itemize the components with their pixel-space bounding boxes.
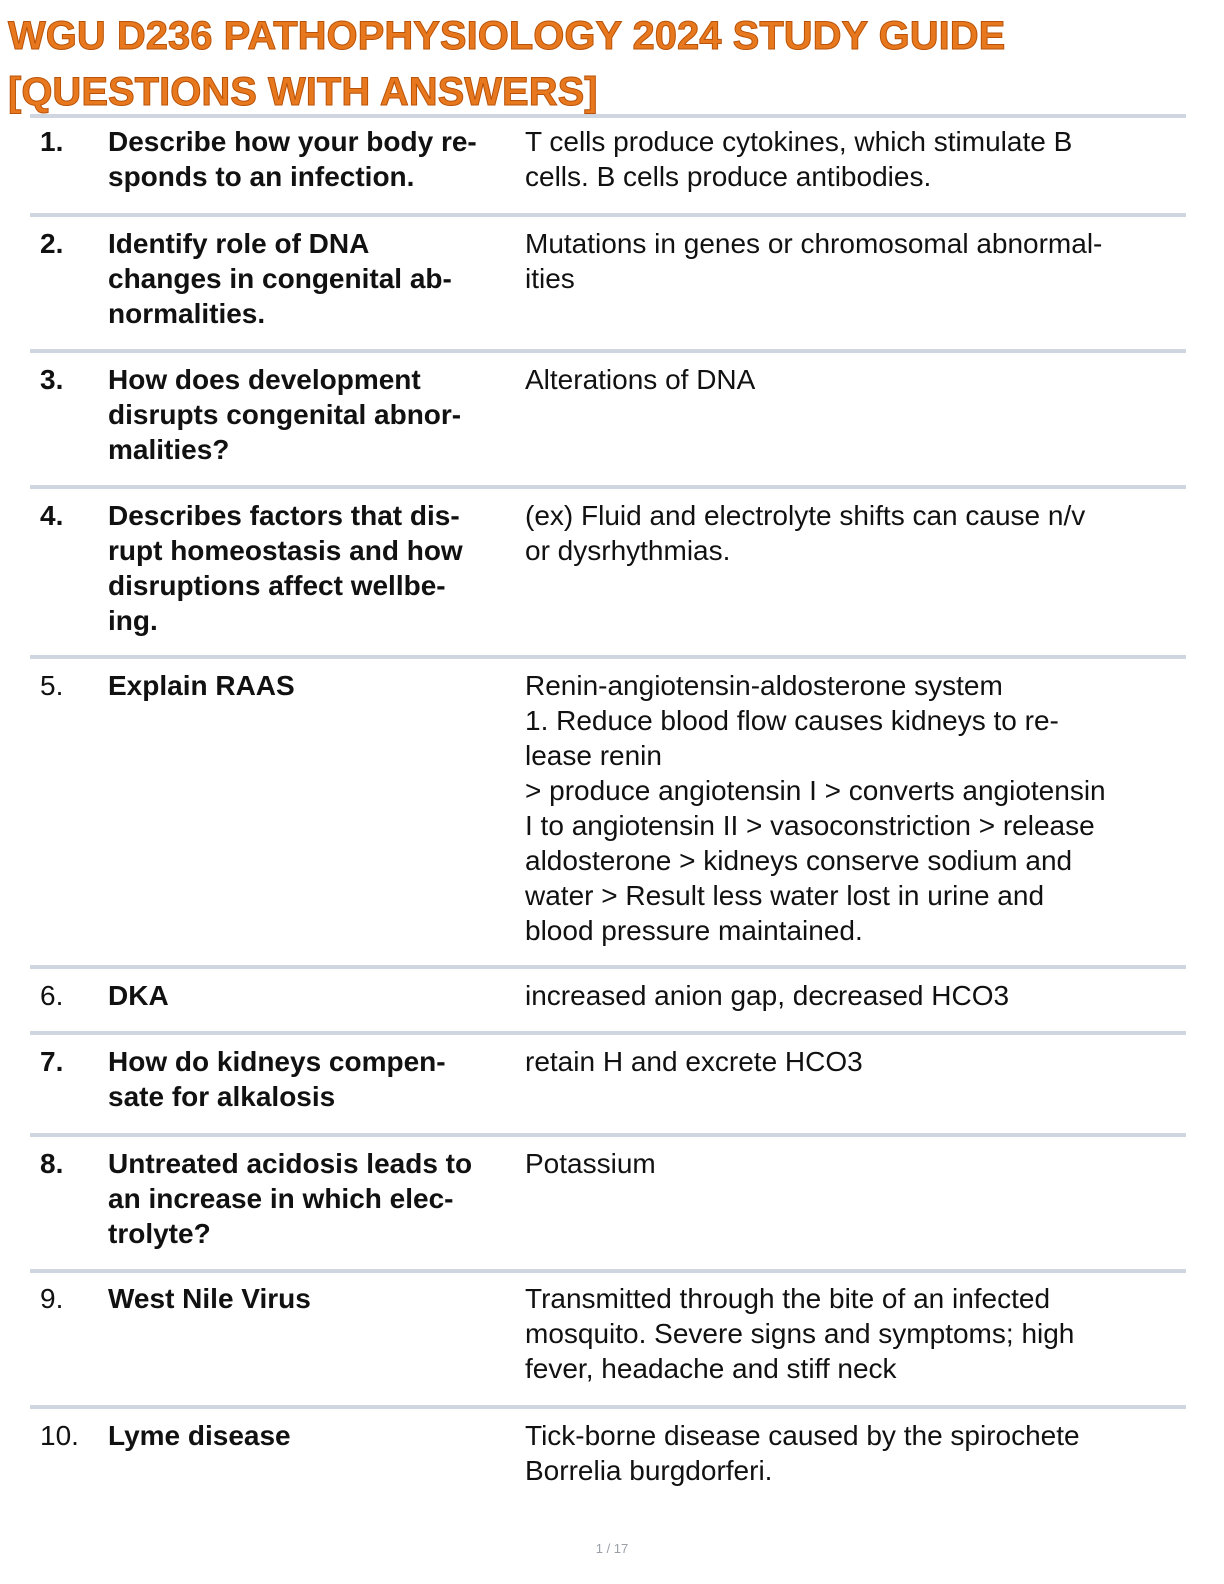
divider [30,1031,1186,1035]
divider [30,485,1186,489]
answer-text: Potassium [525,1148,656,1179]
divider [30,1133,1186,1137]
question-text: Explain RAAS [108,670,295,701]
divider [30,213,1186,217]
answer-text: increased anion gap, decreased HCO3 [525,980,1010,1011]
answer-text: Renin-angiotensin-aldosterone system 1. Reduce blood flow causes kidneys to re- lease renin > produce angiotensin I > converts angiotensin I to angiotensin II > vasoconstriction > release aldosterone > kidneys conserve sodium and water > Result less water lost in urine and blood pressure maintained. [525,670,1106,946]
question-text: Describe how your body re- sponds to an infection. [108,126,477,192]
item-number: 2. [40,228,64,259]
divider [30,349,1186,353]
question-text: Lyme disease [108,1420,291,1451]
divider [30,1405,1186,1409]
answer-text: Transmitted through the bite of an infected mosquito. Severe signs and symptoms; high fever, headache and stiff neck [525,1283,1075,1384]
item-number: 4. [40,500,64,531]
answer-text: T cells produce cytokines, which stimulate B cells. B cells produce antibodies. [525,126,1073,192]
question-text: How do kidneys compen- sate for alkalosis [108,1046,446,1112]
item-number: 10. [40,1420,79,1451]
item-number: 9. [40,1283,64,1314]
answer-text: Tick-borne disease caused by the spirochete Borrelia burgdorferi. [525,1420,1080,1486]
question-text: DKA [108,980,169,1011]
item-number: 1. [40,126,64,157]
question-text: How does development disrupts congenital abnor- malities? [108,364,462,465]
item-number: 6. [40,980,64,1011]
item-number: 8. [40,1148,64,1179]
question-text: Describes factors that dis- rupt homeostasis and how disruptions affect wellbe- ing. [108,500,463,636]
divider [30,965,1186,969]
title-line-2: [QUESTIONS WITH ANSWERS] [8,70,598,114]
answer-text: Mutations in genes or chromosomal abnormal- ities [525,228,1103,294]
page-indicator: 1 / 17 [595,1541,629,1556]
answer-text: Alterations of DNA [525,364,756,395]
item-number: 7. [40,1046,64,1077]
answer-text: retain H and excrete HCO3 [525,1046,863,1077]
question-text: West Nile Virus [108,1283,311,1314]
divider [30,1269,1186,1273]
item-number: 3. [40,364,64,395]
title-line-1: WGU D236 PATHOPHYSIOLOGY 2024 STUDY GUIDE [8,14,1006,58]
answer-text: (ex) Fluid and electrolyte shifts can cause n/v or dysrhythmias. [525,500,1086,566]
page-title [8,8,1218,120]
divider [30,114,1186,118]
question-text: Untreated acidosis leads to an increase in which elec- trolyte? [108,1148,473,1249]
item-number: 5. [40,670,64,701]
question-text: Identify role of DNA changes in congenital ab- normalities. [108,228,452,329]
divider [30,655,1186,659]
